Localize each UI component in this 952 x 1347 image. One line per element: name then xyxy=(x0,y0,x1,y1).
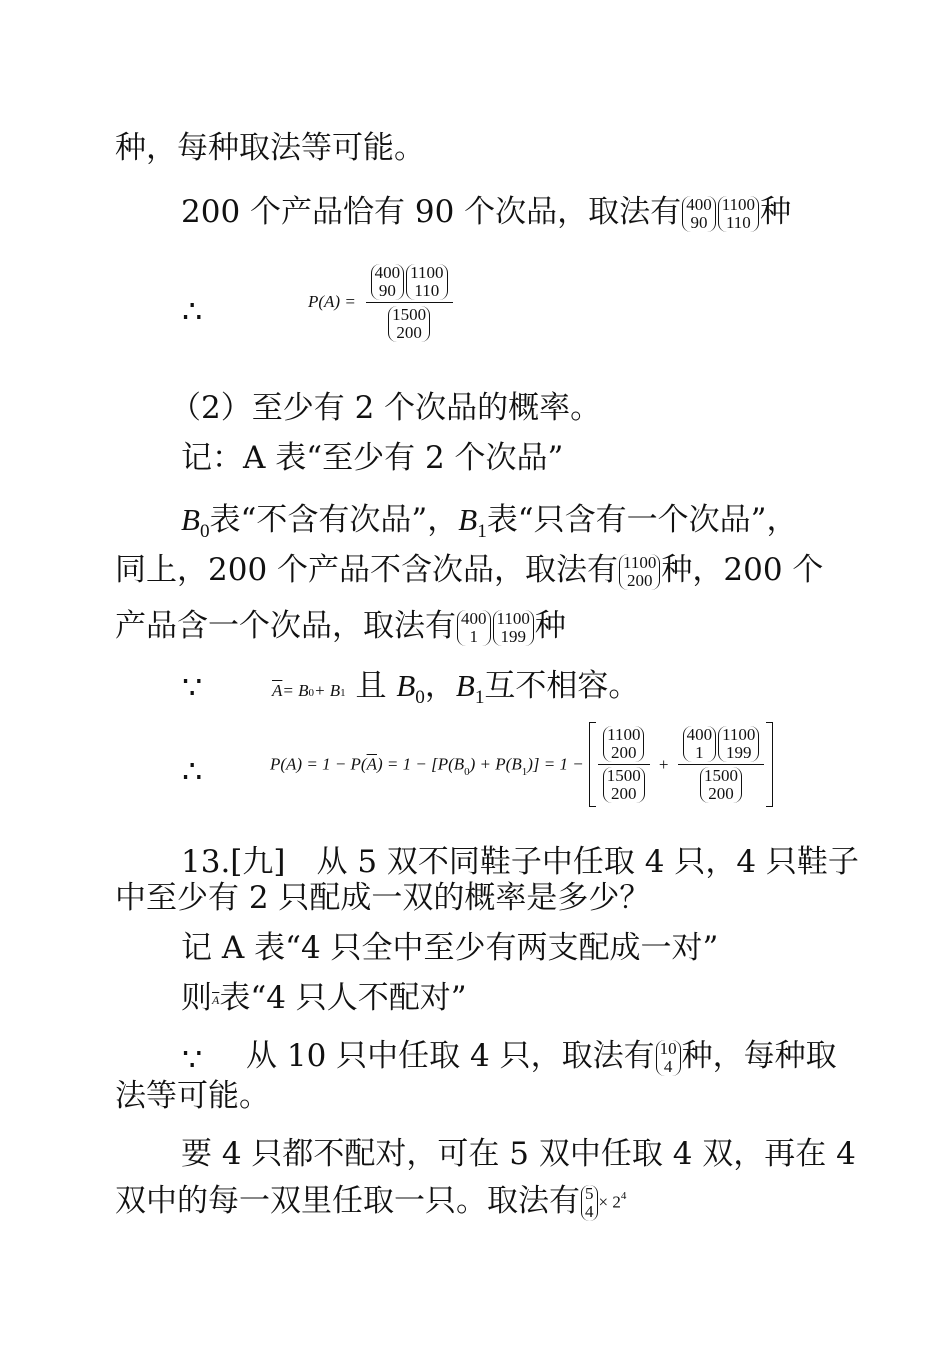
math-b1 xyxy=(455,668,485,708)
bin-bottom: 200 xyxy=(708,784,734,803)
text-line-2 xyxy=(181,192,791,232)
binomial xyxy=(457,610,491,646)
bin-top: 1100 xyxy=(410,262,444,282)
text-line-7 xyxy=(115,550,823,590)
formula-fragment: ) = 1 − [P(B xyxy=(376,754,465,774)
bin-bottom: 199 xyxy=(500,626,526,646)
therefore-symbol: ∴ xyxy=(182,752,203,790)
formula-fragment: ) + P(B xyxy=(469,754,522,774)
bin-top: 1500 xyxy=(392,305,427,324)
math-b0 xyxy=(396,668,425,708)
text-line-5: 记：A 表“至少有 2 个次品” xyxy=(181,440,564,476)
plus-sign: + xyxy=(658,754,669,774)
abar-symbol: $\overline{A}$ xyxy=(272,681,283,700)
text-line-11: 13.[九] 从 5 双不同鞋子中任取 4 只，4 只鞋子 xyxy=(181,844,859,880)
text-line-9 xyxy=(272,666,639,713)
bin-bottom: 110 xyxy=(725,212,751,232)
bin-top: 1100 xyxy=(496,608,530,628)
binomial xyxy=(718,196,759,232)
math-letter: B xyxy=(396,668,416,703)
bin-bottom: 1 xyxy=(695,743,704,762)
text-fragment: 双中的每一双里任取一只。取法有 xyxy=(115,1183,580,1219)
bin-top: 400 xyxy=(686,725,713,744)
binomial xyxy=(603,726,644,762)
math-b0 xyxy=(181,502,210,542)
bin-bottom: 200 xyxy=(626,570,653,590)
bin-bottom: 4 xyxy=(585,1201,594,1221)
because-symbol: ∵ xyxy=(182,1040,203,1078)
binomial xyxy=(581,1185,598,1221)
binomial xyxy=(656,1040,681,1076)
text-fragment: 产品含一个次品，取法有 xyxy=(115,608,456,644)
fraction-denominator xyxy=(598,765,650,803)
abar-symbol: $\overline{A}$ xyxy=(366,754,377,774)
bin-top: 400 xyxy=(374,262,401,282)
text-fragment: 种，每种取 xyxy=(681,1038,837,1074)
fraction-numerator xyxy=(598,726,650,765)
bin-top: 400 xyxy=(461,608,487,628)
binomial xyxy=(700,767,742,803)
text-line-6 xyxy=(181,500,798,545)
math-subscript: 1 xyxy=(521,766,528,778)
text-fragment: 种 xyxy=(534,608,566,644)
math-b1 xyxy=(458,502,487,542)
binomial xyxy=(603,767,645,803)
math-subscript: 0 xyxy=(308,687,314,699)
bin-top: 1500 xyxy=(704,766,738,785)
fraction-denominator xyxy=(366,303,453,343)
bin-bottom: 90 xyxy=(378,280,396,300)
fraction-numerator xyxy=(678,726,765,765)
fraction xyxy=(598,726,650,803)
text-line-4: （2）至少有 2 个次品的概率。 xyxy=(170,390,602,426)
text-line-14 xyxy=(181,978,467,1020)
text-fragment: 同上，200 个产品不含次品，取法有 xyxy=(115,552,619,588)
math-letter: B xyxy=(455,668,475,703)
formula-fragment: )] = 1 − xyxy=(527,754,584,774)
text-fragment: 互不相容。 xyxy=(484,668,640,704)
text-fragment: 200 个产品恰有 90 个次品，取法有 xyxy=(181,194,682,230)
bin-bottom: 90 xyxy=(690,212,708,232)
bin-bottom: 200 xyxy=(396,323,422,342)
math-subscript: 1 xyxy=(340,687,346,699)
bin-bottom: 200 xyxy=(611,784,637,803)
binomial xyxy=(683,726,717,762)
text-line-15 xyxy=(246,1036,837,1076)
formula-fragment: P(A) = 1 − P( xyxy=(270,754,367,774)
text-fragment: ， xyxy=(424,668,456,704)
text-line-13: 记 A 表“4 只全中至少有两支配成一对” xyxy=(181,930,719,966)
abar-symbol: $\overline{A}$ xyxy=(212,993,220,1007)
binomial xyxy=(388,306,430,342)
bin-bottom: 199 xyxy=(726,743,752,762)
binomial xyxy=(619,554,660,590)
bin-top: 5 xyxy=(585,1183,594,1203)
text-fragment: 种 xyxy=(760,194,792,230)
math-letter: B xyxy=(181,502,200,537)
fraction xyxy=(678,726,765,803)
text-line-17: 要 4 只都不配对，可在 5 双中任取 4 双，再在 4 xyxy=(181,1136,856,1172)
binomial xyxy=(718,726,759,762)
binomial xyxy=(493,610,534,646)
text-fragment: 表“不含有次品”， xyxy=(209,502,459,538)
bin-bottom: 1 xyxy=(469,626,478,646)
bin-bottom: 110 xyxy=(414,280,440,300)
text-line-8 xyxy=(115,606,566,646)
text-fragment: 则 xyxy=(181,980,212,1016)
math-superscript: 4 xyxy=(620,1190,627,1202)
text-line-12: 中至少有 2 只配成一双的概率是多少？ xyxy=(115,880,651,916)
math-subscript: 1 xyxy=(474,686,485,708)
text-fragment: 且 xyxy=(355,668,387,704)
fraction xyxy=(366,262,453,342)
text-line-16: 法等可能。 xyxy=(115,1078,270,1114)
bin-top: 1100 xyxy=(607,725,641,744)
bin-top: 10 xyxy=(659,1038,677,1058)
math-subscript: 1 xyxy=(477,520,487,542)
binomial xyxy=(371,264,405,300)
bin-bottom: 4 xyxy=(663,1056,673,1076)
math-subscript: 0 xyxy=(464,766,470,778)
text-line-1: 种，每种取法等可能。 xyxy=(115,130,425,166)
fraction-denominator xyxy=(678,765,765,803)
fraction-numerator xyxy=(366,262,453,303)
text-line-18 xyxy=(115,1176,626,1223)
math-subscript: 0 xyxy=(199,520,210,542)
text-fragment: 从 10 只中任取 4 只，取法有 xyxy=(246,1038,655,1074)
therefore-symbol: ∴ xyxy=(182,292,203,330)
formula-fragment: × 2 xyxy=(598,1192,621,1212)
text-fragment: 表“4 只人不配对” xyxy=(219,980,467,1016)
formula-fragment: + B xyxy=(314,681,341,700)
formula-pa xyxy=(308,262,453,342)
bin-top: 1100 xyxy=(722,725,756,744)
formula-lhs: P(A) = xyxy=(308,292,356,311)
bin-top: 1100 xyxy=(721,194,756,214)
bin-top: 1500 xyxy=(606,766,641,785)
binomial xyxy=(682,196,716,232)
bin-top: 1100 xyxy=(623,552,657,572)
bin-top: 400 xyxy=(686,194,712,214)
text-fragment: 表“只含有一个次品”， xyxy=(486,502,798,538)
math-letter: B xyxy=(458,502,478,537)
binomial xyxy=(406,264,447,300)
formula-complement xyxy=(270,722,773,807)
because-symbol: ∵ xyxy=(182,668,203,706)
text-fragment: 种，200 个 xyxy=(661,552,824,588)
square-bracket-group xyxy=(589,722,774,807)
bin-bottom: 200 xyxy=(611,743,637,762)
formula-fragment: = B xyxy=(282,681,309,700)
math-subscript: 0 xyxy=(415,686,425,708)
